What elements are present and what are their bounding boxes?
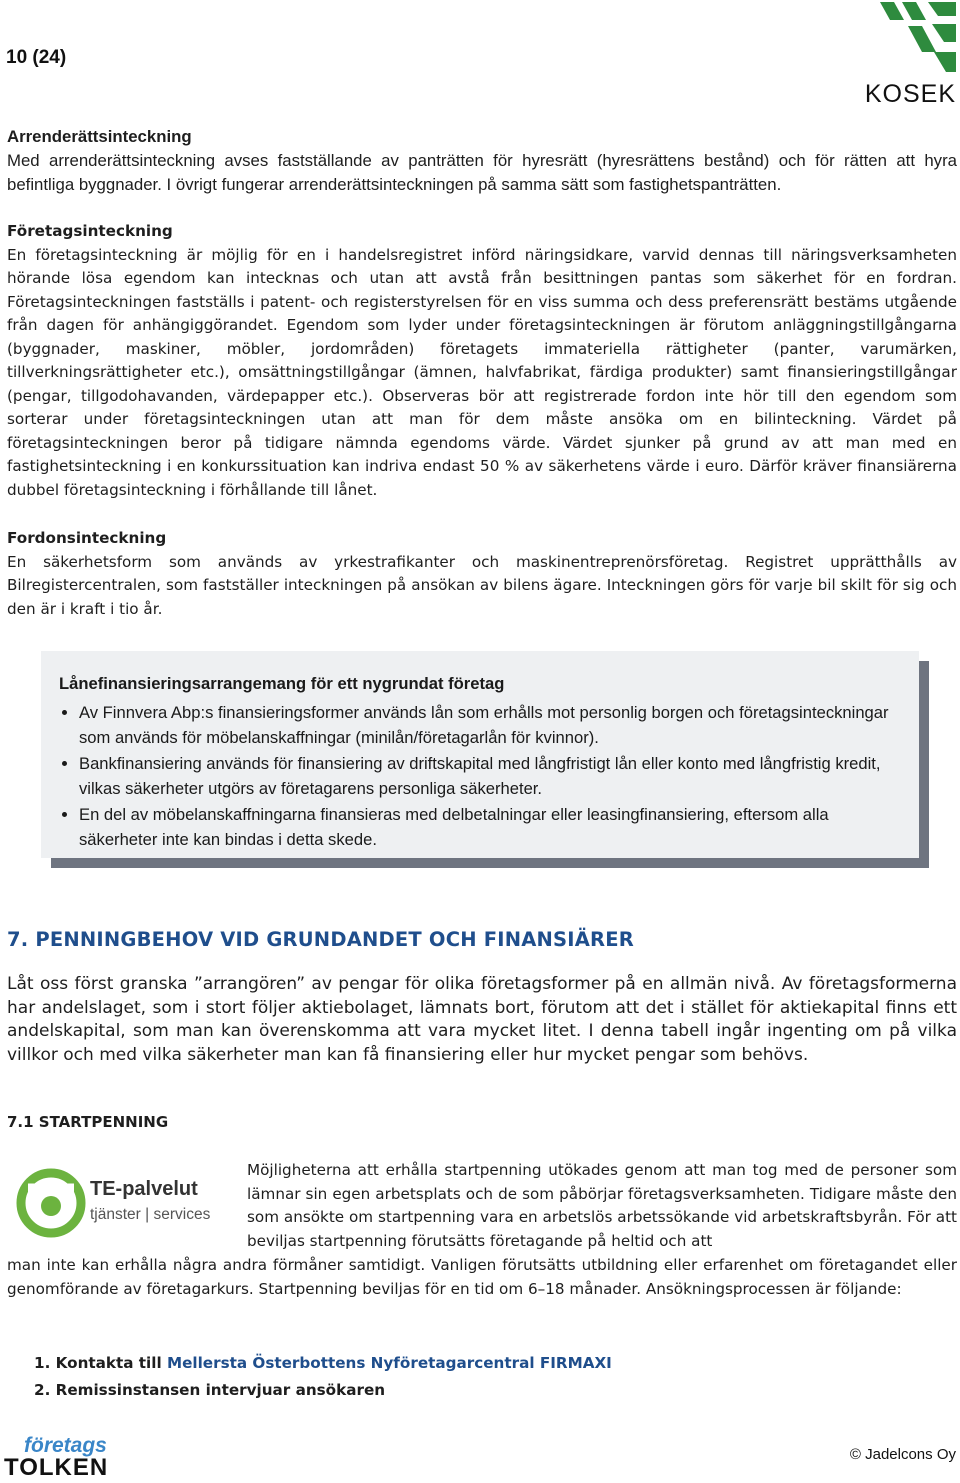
section-7-intro: Låt oss först granska ”arrangören” av pengar för olika företagsformer på en allmän nivå. Av företagsformerna har andelslaget, som i stort följer aktiebolaget, lämnats bort, förutom att det i stället för aktiekapital finns ett andelskapital, som man kan överenskomma att vara mycket litet. I denna tabell ingår ingenting om på vilka villkor och med vilka säkerheter man kan få finansiering eller hur mycket pengar som behövs. bbox=[7, 974, 957, 1065]
step-text: Kontakta till bbox=[55, 1354, 167, 1372]
foretagstolken-logo bbox=[4, 1434, 139, 1480]
firmaxi-link[interactable]: Mellersta Österbottens Nyföretagarcentral FIRMAXI bbox=[166, 1354, 612, 1372]
process-steps bbox=[34, 1350, 612, 1404]
step-number: 2. bbox=[34, 1381, 51, 1399]
arrende-section bbox=[7, 125, 957, 197]
step-item bbox=[34, 1377, 612, 1404]
page-number: 10 (24) bbox=[6, 47, 67, 68]
te-logo-line2: tjänster | services bbox=[90, 1206, 211, 1223]
box-title: Lånefinansieringsarrangemang för ett nygrundat företag bbox=[59, 674, 505, 693]
kosek-logo-text: KOSEK bbox=[864, 80, 956, 108]
kosek-logo-mark bbox=[880, 2, 956, 82]
box-bullet-list bbox=[59, 700, 901, 853]
foretag-text: En företagsinteckning är möjlig för en i handelsregistret införd näringsidkare, varvid dennas till näringsverksamheten hörande lösa egendom kan intecknas och utan att avstå från besittningen pantas som säkerhet för en fordran. Företagsinteckningen fastställs i patent- och registerstyrelsen för en viss summa och dess preferensrätt bestäms utgående från dagen för anhängiggörandet. Egendom som lyder under företagsinteckningen är förutom anläggningstillgångarna (byggnader, maskiner, möbler, jordområden) företagets immateriella rättigheter (panter, varumärken, tillverkningsrättigheter etc.), omsättningstillgångar (ämnen, halvfabrikat, färdiga produkter) samt finansieringstillgångar (pengar, tillgodohavanden, värdepapper etc.). Observeras bör att registrerade fordon inte hör till den egendom som sorterar under företagsinteckningen utan att man för dem måste ansöka om en bilinteckning. Värdet på företagsinteckningen beror på tidigare nämnda egendoms värde. Värdet sjunker på grund av att man med en fastighetsinteckning i en konkurssituation kan indriva endast 50 % av säkerhetens värde i euro. Därför kräver finansiärerna dubbel företagsinteckning i förhållande till lånet. bbox=[7, 245, 957, 499]
box-bullet: • En del av möbelanskaffningarna finansieras med delbetalningar eller leasingfinansiering, eftersom alla säkerheter inte kan bindas i detta skede. bbox=[79, 802, 901, 853]
step-item bbox=[34, 1350, 612, 1377]
startpenning-text-beside: Möjligheterna att erhålla startpenning utökades genom att man tog med de personer som lämnar sin egen arbetsplats och de som påbörjar företagsverksamheten. Tidigare måste den som ansökte om startpenning vara en arbetslös arbetssökande vid arbetskraftsbyrån. För att beviljas startpenning förutsätts företagande på heltid och att bbox=[247, 1161, 957, 1251]
foretag-section bbox=[7, 220, 957, 502]
step-number: 1. bbox=[34, 1354, 51, 1372]
te-logo-icon bbox=[16, 1168, 86, 1238]
foretagstolken-logo-bottom: TOLKEN bbox=[4, 1454, 109, 1481]
te-palvelut-logo bbox=[16, 1168, 231, 1238]
loan-financing-box bbox=[41, 651, 919, 858]
startpenning-text-below: man inte kan erhålla några andra förmåner samtidigt. Vanligen förutsätts utbildning eller erfarenhet om företagandet eller genomförande av företagarkurs. Startpenning beviljas för en tid om 6–18 månader. Ansökningsprocessen är följande: bbox=[7, 1256, 957, 1298]
copyright: © Jadelcons Oy bbox=[849, 1446, 956, 1463]
foretag-heading: Företagsinteckning bbox=[7, 222, 173, 240]
step-text: Remissinstansen intervjuar ansökaren bbox=[55, 1381, 386, 1399]
fordon-heading: Fordonsinteckning bbox=[7, 529, 167, 547]
arrende-heading: Arrenderättsinteckning bbox=[7, 127, 192, 146]
fordon-section bbox=[7, 527, 957, 621]
section-7-title: 7. PENNINGBEHOV VID GRUNDANDET OCH FINANSIÄRER bbox=[7, 928, 634, 951]
box-bullet: • Bankfinansiering används för finansiering av driftskapital med långfristigt lån eller konto med långfristig kredit, vilkas säkerheter utgörs av företagarens personliga säkerheter. bbox=[79, 751, 901, 802]
arrende-text: Med arrenderättsinteckning avses fastställande av panträtten för hyresrätt (hyresrättens bestånd) och för rätten att hyra befintliga byggnader. I övrigt fungerar arrenderättsinteckningen på samma sätt som fastighetspanträtten. bbox=[7, 151, 957, 194]
box-bullet: • Av Finnvera Abp:s finansieringsformer används lån som erhålls mot personlig borgen och företagsinteckningar som används för möbelanskaffningar (minilån/företagarlån för kvinnor). bbox=[79, 700, 901, 751]
te-logo-line1: TE-palvelut bbox=[90, 1178, 198, 1200]
section-7-1-title: 7.1 STARTPENNING bbox=[7, 1113, 169, 1131]
fordon-text: En säkerhetsform som används av yrkestrafikanter och maskinentreprenörsföretag. Registret upprätthålls av Bilregistercentralen, som fastställer inteckningen på ansökan av bilens ägare. Inteckningen görs för varje bil skilt för sig och den är i kraft i tio år. bbox=[7, 552, 957, 618]
foretagstolken-logo-top: företags bbox=[24, 1434, 107, 1457]
